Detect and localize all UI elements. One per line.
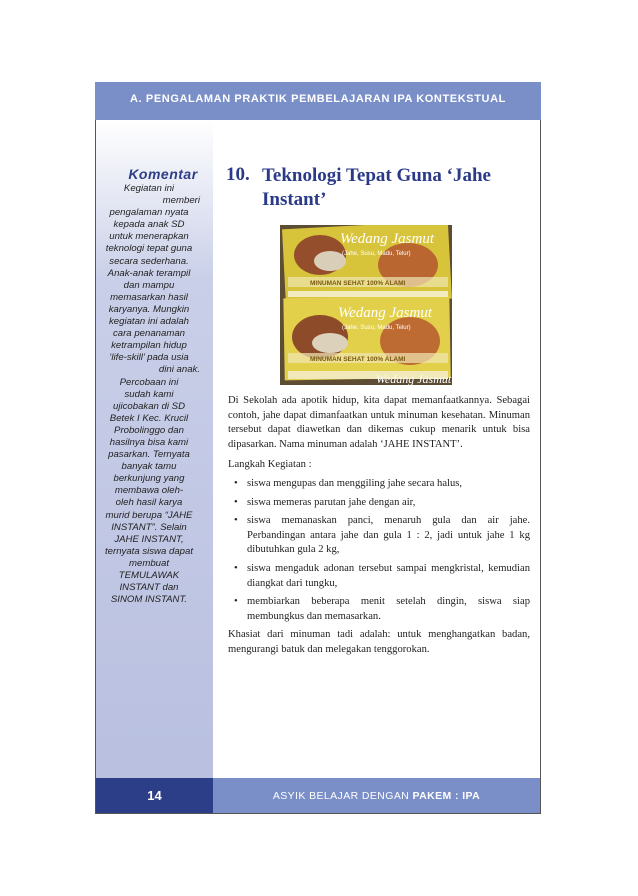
sidebar-comment-line: ketrampilan hidup <box>111 340 187 352</box>
sidebar-comment-line: membuat <box>129 557 169 569</box>
sidebar-comment-line: sudah kami <box>124 388 174 400</box>
claim-text-top: MINUMAN SEHAT 100% ALAMI <box>310 280 406 287</box>
claim-text-bottom: MINUMAN SEHAT 100% ALAMI <box>310 356 406 363</box>
sidebar-comment-line: dan mampu <box>123 279 175 291</box>
step-item <box>228 595 530 624</box>
section-number: 10. <box>226 164 250 185</box>
bullet-icon: • <box>234 596 238 608</box>
footer-text <box>213 790 540 802</box>
sidebar-comment-line: Percobaan ini <box>119 376 179 388</box>
footer-text-prefix: ASYIK BELAJAR DENGAN <box>272 790 410 802</box>
sidebar-comment-line: kepada anak SD <box>113 219 185 231</box>
product-photo <box>280 225 452 385</box>
sidebar-comment-line: JAHE INSTANT, <box>114 533 184 545</box>
sidebar-comment-line: Anak-anak terampil <box>107 267 191 279</box>
article-body <box>228 394 530 658</box>
steps-list <box>228 477 530 624</box>
section-title: Teknologi Tepat Guna ‘Jahe Instant’ <box>262 165 491 210</box>
brand-text-third: Wedang Jasmut <box>376 372 452 385</box>
sidebar-comment-line: Betek I Kec. Krucil <box>109 412 189 424</box>
sidebar-comment-line: murid berupa “JAHE <box>105 509 193 521</box>
sidebar-comment-line: TEMULAWAK <box>118 570 180 581</box>
subtitle-text-top: (Jahe, Susu, Madu, Telur) <box>342 251 411 257</box>
sidebar-comment-line: ‘life-skill’ pada usia <box>109 352 189 364</box>
sidebar-comment-line: memasarkan hasil <box>110 291 188 303</box>
sidebar-comment-line: oleh hasil karya <box>115 497 183 509</box>
step-text: siswa memeras parutan jahe dengan air, <box>247 496 416 508</box>
sidebar-comment-line: hasilnya bisa kami <box>109 436 189 448</box>
bullet-icon: • <box>234 562 238 574</box>
step-item <box>228 514 530 558</box>
step-text: siswa memanaskan panci, menaruh gula dan air jahe. Perbandingan antara jahe dan gula 1 : 2, jadi untuk jahe 1 kg dibutuhkan gula 2 kg, <box>247 515 530 556</box>
step-text: membiarkan beberapa menit setelah dingin, siswa siap membungkus dan memasarkan. <box>247 596 530 622</box>
bullet-icon: • <box>234 477 238 489</box>
intro-paragraph: Di Sekolah ada apotik hidup, kita dapat memanfaatkannya. Sebagai contoh, jahe dapat dimanfaatkan untuk minuman kesehatan. Minuman tersebut dapat diawetkan dan dikemas cukup menarik untuk bisa dipasarkan. Nama minuman adalah ‘JAHE INSTANT’. <box>228 395 530 450</box>
sidebar-comment-line: pasarkan. Ternyata <box>108 449 190 461</box>
sidebar-comment-line: INSTANT dan <box>119 582 179 594</box>
step-item <box>228 496 530 511</box>
sidebar-comment-line: karyanya. Mungkin <box>108 303 190 315</box>
sidebar-comment-line: membawa oleh- <box>114 485 184 497</box>
sidebar-comment-line: untuk menerapkan <box>109 231 189 243</box>
step-item <box>228 477 530 492</box>
sidebar-comment-line: cara penanaman <box>112 328 185 340</box>
sidebar-comment-line: berkunjung yang <box>113 473 185 485</box>
header-title: A. PENGALAMAN PRAKTIK PEMBELAJARAN IPA KONTEKSTUAL <box>130 93 506 105</box>
bullet-icon: • <box>234 515 238 527</box>
sidebar-comment <box>98 183 200 606</box>
sidebar-comment-line: Probolinggo dan <box>114 424 184 436</box>
sidebar-comment-line: dini anak. <box>158 364 200 376</box>
footer-text-bold: PAKEM : IPA <box>412 790 481 802</box>
sidebar-comment-line: Kegiatan ini <box>123 183 175 194</box>
sidebar-heading: Komentar <box>128 166 198 182</box>
step-text: siswa mengaduk adonan tersebut sampai mengkristal, kemudian diangkat dari tungku, <box>247 562 530 589</box>
closing-paragraph: Khasiat dari minuman tadi adalah: untuk menghangatkan badan, mengurangi batuk dan melegakan tenggorokan. <box>228 629 530 655</box>
step-text: siswa mengupas dan menggiling jahe secara halus, <box>247 477 463 489</box>
sidebar-comment-line: secara sederhana. <box>109 255 189 267</box>
brand-text-bottom: Wedang Jasmut <box>338 305 433 321</box>
sidebar-comment-line: ujicobakan di SD <box>113 400 185 412</box>
sidebar-comment-line: banyak tamu <box>121 461 177 473</box>
page-number: 14 <box>147 788 162 803</box>
header-bar <box>95 82 541 120</box>
steps-label: Langkah Kegiatan : <box>228 459 312 471</box>
sidebar-comment-line: pengalaman nyata <box>109 207 189 219</box>
bullet-icon: • <box>234 496 238 508</box>
sidebar-comment-line: teknologi tepat guna <box>105 243 193 255</box>
product-photo-illustration <box>280 225 452 385</box>
sidebar-comment-line: memberi <box>162 195 200 207</box>
sidebar-comment-line: ternyata siswa dapat <box>105 545 193 557</box>
brand-text-top: Wedang Jasmut <box>340 231 435 247</box>
step-item <box>228 562 530 591</box>
sidebar-comment-line: kegiatan ini adalah <box>108 316 189 328</box>
sidebar-comment-line: INSTANT”. Selain <box>111 521 187 533</box>
subtitle-text-bottom: (Jahe, Susu, Madu, Telur) <box>342 325 411 331</box>
sidebar-comment-line: SINOM INSTANT. <box>110 594 188 606</box>
